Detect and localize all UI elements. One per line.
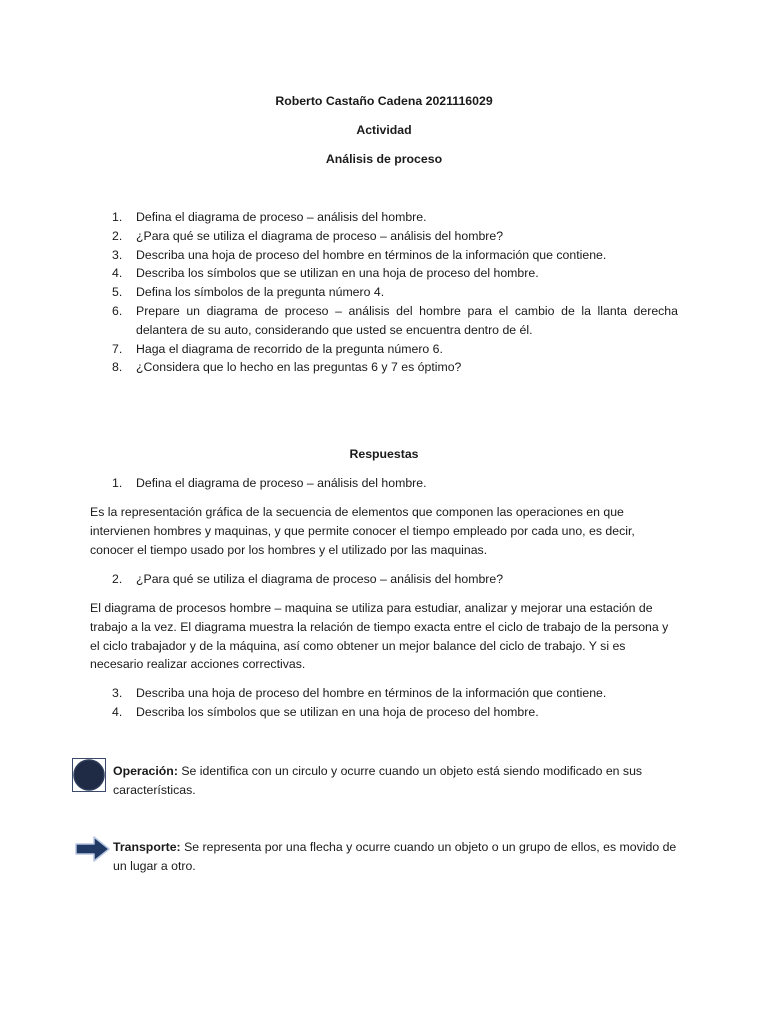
activity-subtitle: Actividad — [356, 123, 412, 137]
answer-question-3-4 — [90, 684, 678, 722]
list-item — [90, 340, 678, 359]
document-title: Análisis de proceso — [325, 152, 443, 166]
list-number: 6. — [112, 303, 123, 318]
answer-question-2 — [90, 570, 678, 589]
answer-question-1 — [90, 474, 678, 493]
operation-text: Se identifica con un circulo y ocurre cuando un objeto está siendo modificado en sus características. — [113, 764, 643, 797]
list-number: 4. — [112, 704, 123, 719]
list-number: 1. — [112, 210, 123, 224]
list-number: 4. — [112, 266, 123, 281]
author-line: Roberto Castaño Cadena 2021116029 — [275, 94, 493, 108]
list-text: Defina los símbolos de la pregunta número 4. — [136, 285, 385, 300]
list-number: 3. — [112, 686, 123, 700]
list-text: ¿Para qué se utiliza el diagrama de proceso – análisis del hombre? — [136, 228, 504, 243]
answer-paragraph-1: Es la representación gráfica de la secuencia de elementos que componen las operaciones en que intervienen hombres y maquinas, y que permite conocer el tiempo empleado por cada uno, es decir, conocer el tiempo usado por los hombres y el utilizado por las maquinas. — [90, 505, 635, 557]
operation-description — [113, 762, 678, 800]
list-item — [90, 208, 678, 227]
list-item — [90, 703, 678, 722]
operation-label: Operación: — [113, 764, 178, 778]
circle-icon — [72, 758, 106, 798]
arrow-right-icon — [72, 834, 112, 872]
list-item — [90, 302, 678, 340]
list-item — [90, 246, 678, 265]
transport-description — [113, 838, 678, 876]
list-item — [90, 264, 678, 283]
list-item — [90, 570, 678, 589]
list-number: 8. — [112, 360, 123, 375]
answers-heading: Respuestas — [349, 447, 419, 461]
list-text: Prepare un diagrama de proceso – análisis del hombre para el cambio de la llanta derecha delantera de su auto, considerando que usted se encuentra dentro de él. — [136, 303, 678, 337]
question-list — [90, 208, 678, 377]
list-text: ¿Para qué se utiliza el diagrama de proceso – análisis del hombre? — [136, 572, 504, 586]
list-text: Describa una hoja de proceso del hombre en términos de la información que contiene. — [136, 247, 607, 262]
transport-text: Se representa por una flecha y ocurre cuando un objeto o un grupo de ellos, es movido de un lugar a otro. — [113, 840, 677, 873]
transport-label: Transporte: — [113, 840, 181, 854]
list-text: Describa una hoja de proceso del hombre en términos de la información que contiene. — [136, 686, 607, 700]
list-item — [90, 227, 678, 246]
list-item — [90, 474, 678, 493]
list-number: 2. — [112, 228, 123, 243]
list-text: Defina el diagrama de proceso – análisis del hombre. — [136, 476, 427, 490]
list-number: 5. — [112, 285, 123, 300]
list-text: Haga el diagrama de recorrido de la pregunta número 6. — [136, 341, 443, 356]
list-text: Defina el diagrama de proceso – análisis del hombre. — [136, 210, 427, 224]
list-number: 3. — [112, 247, 123, 262]
list-number: 1. — [112, 476, 123, 490]
list-text: Describa los símbolos que se utilizan en una hoja de proceso del hombre. — [136, 266, 539, 281]
list-number: 7. — [112, 341, 123, 356]
list-text: Describa los símbolos que se utilizan en una hoja de proceso del hombre. — [136, 704, 539, 719]
list-item — [90, 358, 678, 377]
answer-paragraph-2: El diagrama de procesos hombre – maquina se utiliza para estudiar, analizar y mejorar una estación de trabajo a la vez. El diagrama muestra la relación de tiempo exacta entre el ciclo de trabajo de la persona y el ciclo trabajador y de la máquina, así como obtener un mejor balance del ciclo de trabajo. Y si es necesario realizar acciones correctivas. — [90, 601, 669, 672]
list-item — [90, 283, 678, 302]
list-number: 2. — [112, 572, 123, 586]
list-item — [90, 684, 678, 703]
list-text: ¿Considera que lo hecho en las preguntas 6 y 7 es óptimo? — [136, 360, 462, 375]
